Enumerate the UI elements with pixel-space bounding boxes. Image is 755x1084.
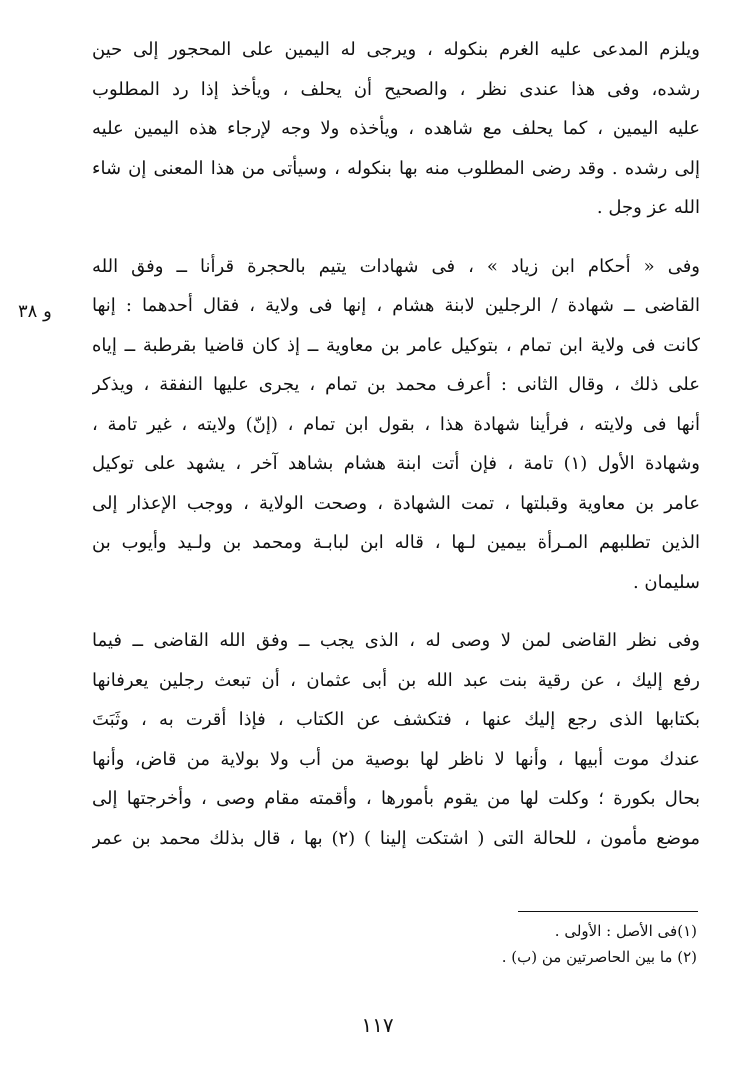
- margin-folio-note: و ٣٨: [18, 301, 52, 322]
- text-line: عندك موت أبيها ، وأنها لا ناظر لها بوصية من أب ولا بولاية من قاض، وأنها: [92, 748, 700, 770]
- text-line: بحال بكورة ؛ وكلت لها من يقوم بأمورها ، وأقمته مقام وصى ، وأخرجتها إلى: [92, 788, 700, 809]
- paragraph: [92, 621, 700, 858]
- paragraph: [92, 30, 700, 228]
- text-line: الله عز وجل .: [596, 197, 700, 218]
- text-line: إلى رشده . وقد رضى المطلوب منه بها بنكوله ، وسيأتى من هذا المعنى إن شاء: [92, 157, 700, 179]
- text-line: ويلزم المدعى عليه الغرم بنكوله ، ويرجى له اليمين على المحجور إلى حين: [92, 39, 700, 60]
- text-line: بكتابها الذى رجع إليك عنها ، فتكشف عن الكتاب ، فإذا أقرت به ، وثَبَتَ: [92, 709, 700, 730]
- text-line: وفى نظر القاضى لمن لا وصى له ، الذى يجب ــ وفق الله القاضى ــ فيما: [92, 630, 700, 651]
- text-line: على ذلك ، وقال الثانى : أعرف محمد بن تمام ، يجرى عليها النفقة ، ويذكر: [92, 374, 700, 395]
- text-line: رشده، وفى هذا عندى نظر ، والصحيح أن يحلف ، ويأخذ إذا رد المطلوب: [92, 78, 700, 100]
- body-text: [92, 30, 700, 858]
- text-line: كانت فى ولاية ابن تمام ، بتوكيل عامر بن معاوية ــ إذ كان قاضيا بقرطبة ــ إياه: [92, 334, 700, 356]
- text-line: القاضى ــ شهادة / الرجلين لابنة هشام ، إنها فى ولاية ، فقال أحدهما : إنها: [92, 295, 700, 316]
- page-number: ١١٧: [361, 1013, 394, 1037]
- text-line: عامر بن معاوية وقبلتها ، تمت الشهادة ، وصحت الولاية ، ووجب الإعذار إلى: [92, 492, 700, 514]
- footnote: (١)فى الأصل : الأولى .: [554, 922, 697, 940]
- footnotes: [277, 918, 697, 970]
- footnote-divider: [518, 911, 698, 912]
- text-line: رفع إليك ، عن رقية بنت عبد الله بن أبى عثمان ، أن تبعث رجلين يعرفانها: [92, 669, 700, 691]
- text-line: أنها فى ولايته ، فرأينا شهادة هذا ، بقول ابن تمام ، (إنّ) ولايته ، غير تامة ،: [92, 413, 700, 435]
- text-line: موضع مأمون ، للحالة التى ( اشتكت إلينا ) (٢) بها ، قال بذلك محمد بن عمر: [92, 827, 700, 849]
- text-line: سليمان .: [632, 571, 700, 593]
- paragraph: [92, 247, 700, 603]
- footnote: (٢) ما بين الحاصرتين من (ب) .: [501, 948, 697, 966]
- text-line: عليه اليمين ، كما يحلف مع شاهده ، ويأخذه ولا وجه لإرجاء هذه اليمين عليه: [92, 118, 700, 139]
- text-line: الذين تطلبهم المـرأة بيمين لـها ، قاله ابن لبابـة ومحمد بن ولـيد وأيوب بن: [92, 532, 700, 553]
- text-line: وشهادة الأول (١) تامة ، فإن أتت ابنة هشام بشاهد آخر ، يشهد على توكيل: [92, 453, 700, 474]
- text-line: وفى « أحكام ابن زياد » ، فى شهادات يتيم بالحجرة قرأنا ــ وفق الله: [92, 255, 700, 277]
